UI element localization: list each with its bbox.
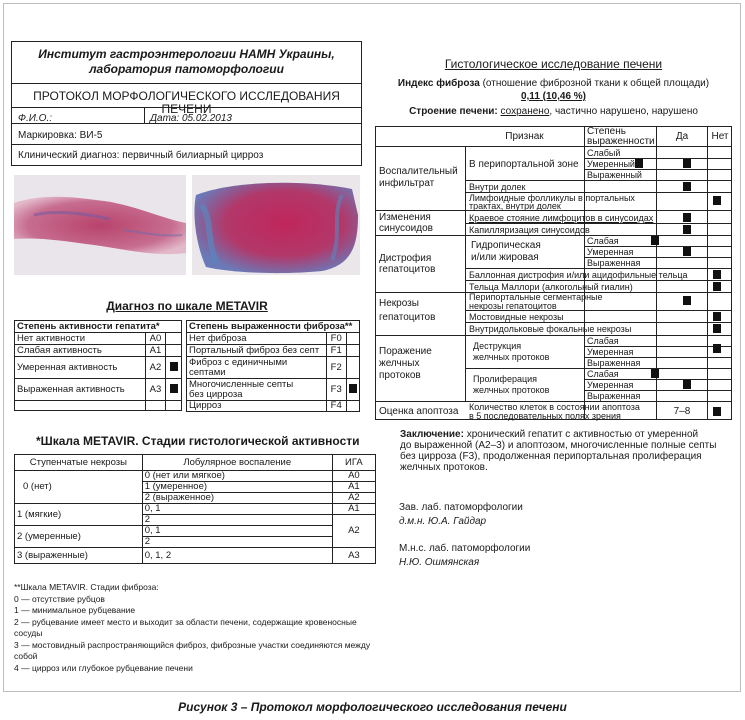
check-mark bbox=[713, 312, 721, 321]
histology-title: Гистологическое исследование печени bbox=[444, 57, 663, 71]
check-mark bbox=[651, 369, 659, 378]
check-mark bbox=[713, 344, 721, 353]
institute-line2: лаборатория патоморфологии bbox=[89, 62, 284, 76]
activity-header: Степень активности гепатита* bbox=[15, 321, 182, 333]
activity-row: Выраженная активность bbox=[15, 379, 146, 401]
check-mark bbox=[683, 225, 691, 234]
fibrosis-row: Многочисленные септы без цирроза bbox=[187, 379, 327, 401]
liver-structure: Строение печени: сохранено, частично нарушено, нарушено bbox=[409, 106, 698, 117]
signature-researcher: М.н.с. лаб. патоморфологии Н.Ю. Ошмянская bbox=[399, 543, 531, 568]
scale-table: Ступенчатые некрозы Лобулярное воспаление ИГА 0 (нет) 0 (нет или мягкое) A0 1 (умеренное) A1 2 (выраженное) A2 1 (мягкие) 0, 1 A1 2 A2 2 (умеренные) 0, 1 2 3 (выраженные) 0, 1, 2 A3 bbox=[14, 454, 376, 564]
check-mark bbox=[683, 247, 691, 256]
check-mark bbox=[683, 213, 691, 222]
check-mark bbox=[713, 196, 721, 205]
fibrosis-index: Индекс фиброза (отношение фиброзной ткани к общей площади) bbox=[397, 78, 710, 89]
date-field: Дата: 05.02.2013 bbox=[150, 113, 232, 124]
activity-table: Степень активности гепатита* Нет активности A0 Слабая активность A1 Умеренная активность A2 Выраженная активность A3 bbox=[14, 320, 182, 411]
fibrosis-table: Степень выраженности фиброза** Нет фиброза F0 Портальный фиброз без септ F1 Фиброз с единичными септами F2 Многочисленные септы без цирроза F3 Цирроз F4 bbox=[186, 320, 360, 412]
clinical-diagnosis: Клинический диагноз: первичный билиарный цирроз bbox=[18, 150, 264, 161]
check-mark bbox=[651, 236, 659, 245]
fio-label: Ф.И.О.: bbox=[18, 113, 52, 124]
fibrosis-header: Степень выраженности фиброза** bbox=[187, 321, 360, 333]
micrograph-left bbox=[14, 175, 186, 275]
activity-row: Слабая активность bbox=[15, 345, 146, 357]
metavir-title: Диагноз по шкале METAVIR bbox=[106, 299, 268, 313]
figure-caption: Рисунок 3 – Протокол морфологического исследования печени bbox=[178, 700, 567, 714]
fibrosis-row: Портальный фиброз без септ bbox=[187, 345, 327, 357]
scale-title: *Шкала METAVIR. Стадии гистологической активности bbox=[36, 434, 360, 448]
fibrosis-row: Нет фиброза bbox=[187, 333, 327, 345]
check-mark bbox=[683, 159, 691, 168]
fibrosis-footnote: **Шкала METAVIR. Стадии фиброза: 0 — отсутствие рубцов 1 — минимальное рубцевание 2 — рубцевание имеет место и выходит за области печени, содержащие кровеносные сосуды 3 — мостовидный распространяющийся фиброз, фиброзные участки соединяются между собой 4 — цирроз или глубокое рубцевание печени bbox=[14, 582, 371, 673]
histology-table: Признак Степень выраженности Да Нет Воспалительный инфильтрат В перипортальной зоне Слабый Умеренный Выраженный Внутри долек Лимфоидные фолликулы в портальных трактах, внутри долек Изменения синусоидов Краевое стояние лимфоцитов в синусоидах Капилляризация синусоидов Дистрофия гепатоцитов Гидропическая и/или жировая Слабая Умеренная Выраженная Баллонная дистрофия и/или ацидофильные тельца Тельца Маллори (алкогольный гиалин) Некрозы гепатоцитов Перипортальные сегментарные некрозы гепатоцитов Мостовидные некрозы Внутридольковые фокальные некрозы Поражение желчных протоков Деструкция желчных протоков Слабая Умеренная Выраженная Пролиферация желчных протоков Слабая Умеренная Выраженная Оценка апоптоза Количество клеток в состоянии апоптоза в 5 последовательных полях зрения 7–8 bbox=[375, 126, 732, 420]
activity-row: Нет активности bbox=[15, 333, 146, 345]
check-mark bbox=[683, 380, 691, 389]
check-mark bbox=[170, 384, 178, 393]
conclusion: Заключение: хронический гепатит с активностью от умеренной до выраженной (А2–3) и апоптозом, многочисленные полные септы без цирроза (F3), продолженная перипортальная пролиферация желчных протоков. bbox=[400, 429, 717, 473]
check-mark bbox=[713, 324, 721, 333]
check-mark bbox=[349, 384, 357, 393]
protocol-header-box bbox=[11, 41, 362, 166]
institute-line1: Институт гастроэнтерологии НАМН Украины, bbox=[38, 47, 335, 61]
fibrosis-row: Цирроз bbox=[187, 401, 327, 412]
check-mark bbox=[683, 296, 691, 305]
marking-field: Маркировка: ВИ-5 bbox=[18, 130, 103, 141]
protocol-title: ПРОТОКОЛ МОРФОЛОГИЧЕСКОГО ИССЛЕДОВАНИЯ ПЕЧЕНИ bbox=[33, 89, 340, 116]
check-mark bbox=[635, 159, 643, 168]
check-mark bbox=[713, 407, 721, 416]
check-mark bbox=[713, 282, 721, 291]
check-mark bbox=[713, 270, 721, 279]
check-mark bbox=[683, 182, 691, 191]
check-mark bbox=[170, 362, 178, 371]
fibrosis-index-value: 0,11 (10,46 %) bbox=[520, 91, 587, 102]
micrograph-right bbox=[192, 175, 360, 275]
signature-head: Зав. лаб. патоморфологии д.м.н. Ю.А. Гайдар bbox=[399, 502, 523, 527]
fibrosis-row: Фиброз с единичными септами bbox=[187, 357, 327, 379]
activity-row: Умеренная активность bbox=[15, 357, 146, 379]
